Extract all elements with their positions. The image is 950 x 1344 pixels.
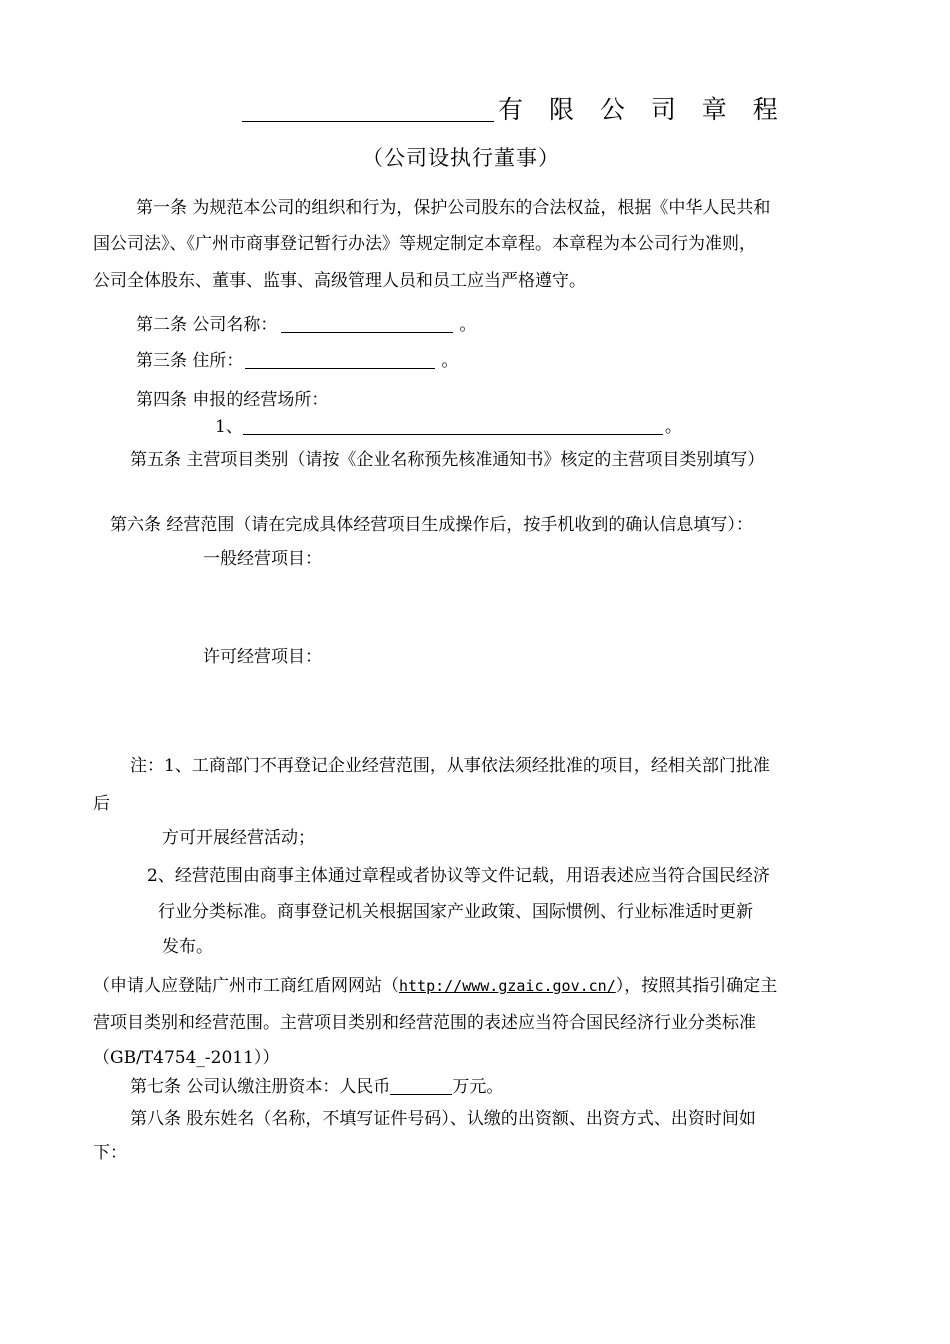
article-3: [136, 349, 458, 373]
article-6: 第六条 经营范围（请在完成具体经营项目生成操作后，按手机收到的确认信息填写）：: [110, 515, 753, 535]
document-subtitle: （公司设执行董事）: [362, 146, 560, 170]
note-2-line-3: 发布。: [162, 937, 213, 957]
gzaic-website-link[interactable]: http://www.gzaic.gov.cn/: [399, 977, 616, 995]
article-8-line-1: 第八条 股东姓名（名称，不填写证件号码）、认缴的出资额、出资方式、出资时间如: [130, 1109, 756, 1129]
article-7: [130, 1075, 503, 1099]
article-2-label: 第二条 公司名称：: [136, 315, 278, 335]
note-1-line-2: 后: [93, 794, 110, 814]
article-1-line-2: 国公司法》、《广州市商事登记暂行办法》等规定制定本章程。本章程为本公司行为准则，: [93, 234, 756, 254]
article-7-unit: 万元。: [452, 1077, 504, 1097]
article-2: [136, 313, 476, 337]
article-4-item-prefix: 1、: [215, 417, 243, 437]
licensed-business-items: 许可经营项目：: [203, 647, 322, 667]
apply-line-1-post: ），按照其指引确定主: [615, 976, 778, 996]
apply-line-3: （GB/T4754_-2011））: [93, 1048, 280, 1068]
document-title: [242, 94, 787, 126]
apply-line-1: [93, 974, 777, 998]
apply-line-1-pre: （申请人应登陆广州市工商红盾网网站（: [93, 976, 399, 996]
article-1-line-3: 公司全体股东、董事、监事、高级管理人员和员工应当严格遵守。: [93, 271, 586, 291]
title-text: 有 限 公 司 章 程: [498, 95, 787, 124]
note-1-line-3: 方可开展经营活动；: [162, 828, 315, 848]
business-premises-field[interactable]: [243, 416, 663, 435]
company-name-blank[interactable]: [242, 95, 494, 122]
article-4-item-end: 。: [664, 417, 682, 437]
article-4-item-1: [215, 415, 682, 439]
article-5: 第五条 主营项目类别（请按《企业名称预先核准通知书》核定的主营项目类别填写）: [130, 450, 765, 470]
article-1-line-1: 第一条 为规范本公司的组织和行为，保护公司股东的合法权益，根据《中华人民共和: [136, 198, 771, 218]
article-7-label: 第七条 公司认缴注册资本：人民币: [130, 1077, 391, 1097]
article-8-line-2: 下：: [93, 1143, 127, 1163]
registered-capital-field[interactable]: [390, 1076, 452, 1095]
article-3-label: 第三条 住所：: [136, 351, 244, 371]
article-4-label: 第四条 申报的经营场所：: [136, 390, 329, 410]
article-3-end: 。: [441, 351, 459, 371]
address-field[interactable]: [245, 350, 435, 369]
note-2-line-1: 2、经营范围由商事主体通过章程或者协议等文件记载，用语表述应当符合国民经济: [147, 866, 770, 886]
general-business-items: 一般经营项目：: [203, 549, 322, 569]
company-name-field[interactable]: [281, 314, 453, 333]
apply-line-2: 营项目类别和经营范围。主营项目类别和经营范围的表述应当符合国民经济行业分类标准: [93, 1013, 756, 1033]
note-1-line-1: 注：1、工商部门不再登记企业经营范围，从事依法须经批准的项目，经相关部门批准: [130, 756, 770, 776]
note-2-line-2: 行业分类标准。商事登记机关根据国家产业政策、国际惯例、行业标准适时更新: [158, 902, 753, 922]
article-2-end: 。: [459, 315, 477, 335]
